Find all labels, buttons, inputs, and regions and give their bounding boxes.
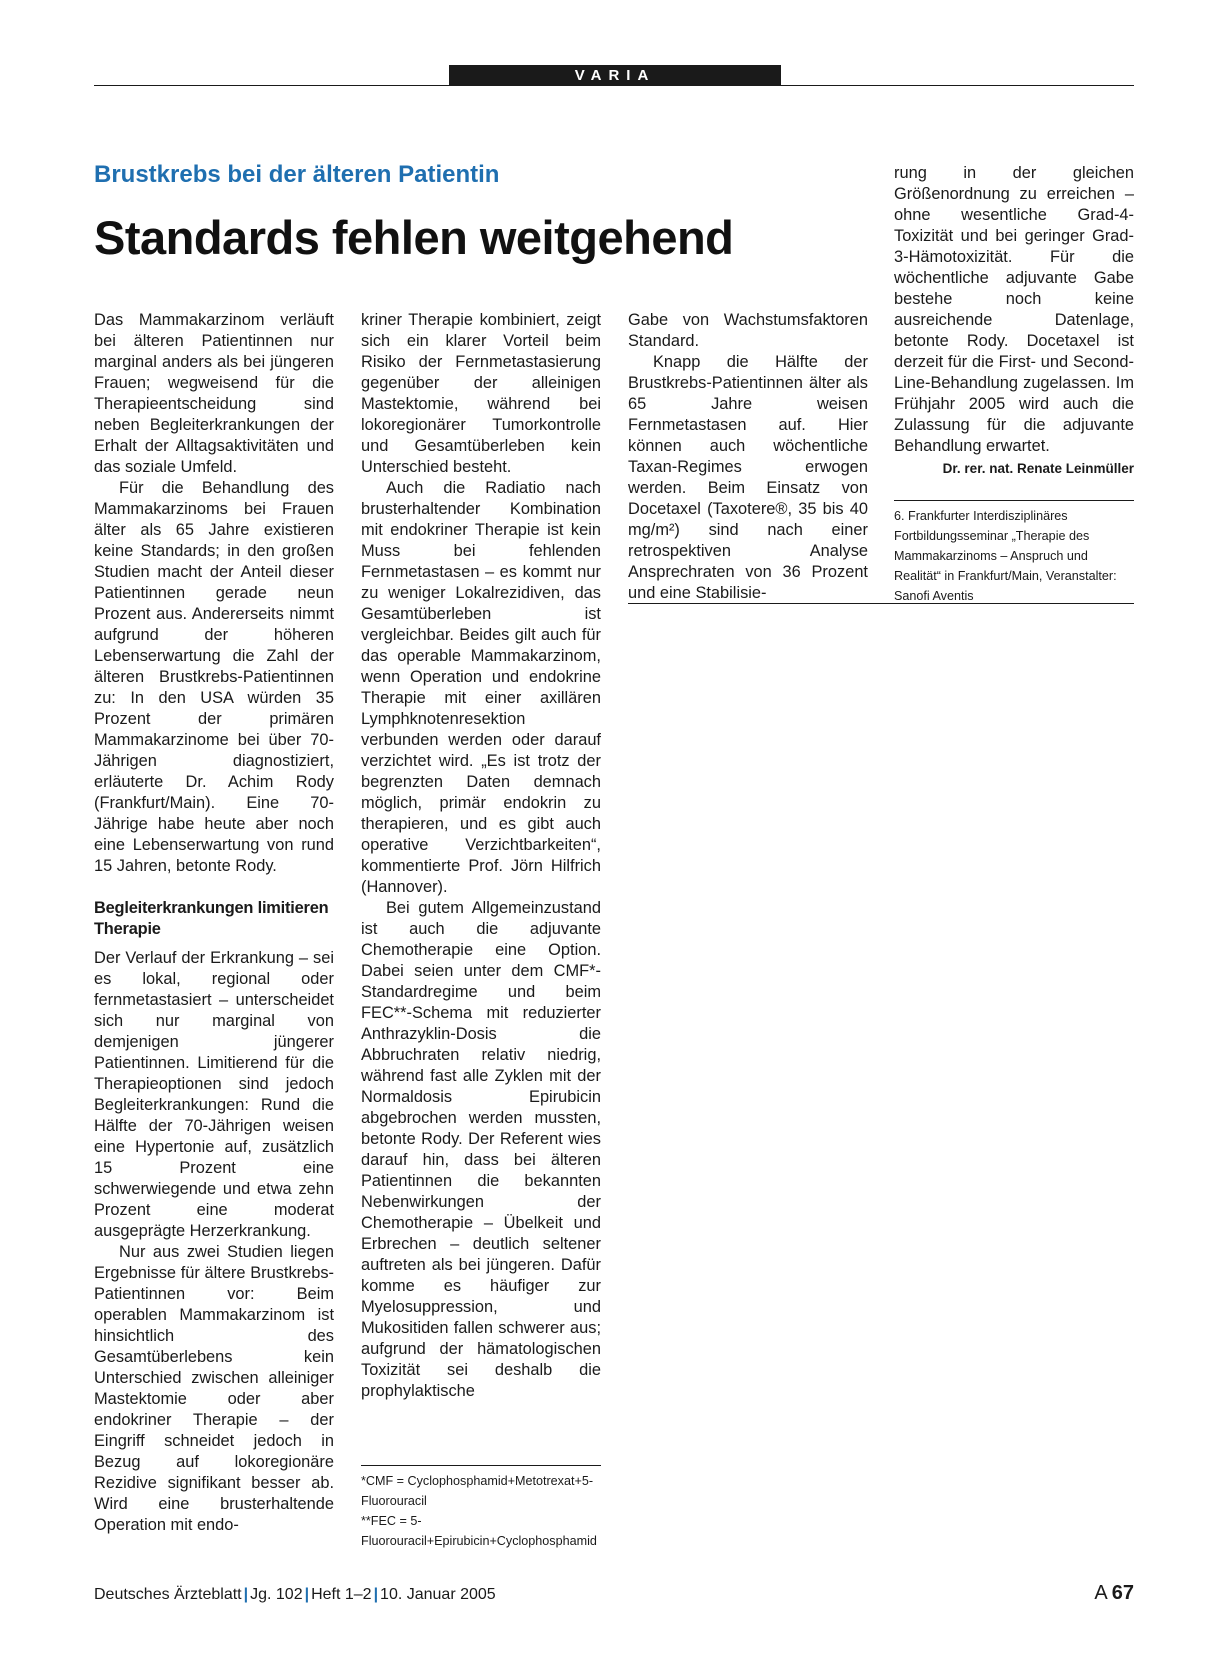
article-kicker: Brustkrebs bei der älteren Patientin	[94, 161, 500, 188]
body-paragraph: Für die Behandlung des Mammakarzinoms bei Frauen älter als 65 Jahre existieren keine Standards; in den großen Studien macht der Anteil dieser Patientinnen gerade neun Prozent aus. Andererseits nimmt aufgrund der höheren Lebenserwartung die Zahl der älteren Brustkrebs-Patientinnen zu: In den USA würden 35 Prozent der primären Mammakarzinome bei über 70-Jährigen diagnostiziert, erläuterte Dr. Achim Rody (Frankfurt/Main). Eine 70-Jährige habe heute aber noch eine Lebenserwartung von rund 15 Jahren, betonte Rody.	[94, 479, 334, 875]
body-paragraph: Bei gutem Allgemeinzustand ist auch die adjuvante Chemotherapie eine Option. Dabei seien unter dem CMF*-Standardregime und beim FEC**-Schema mit reduzierter Anthrazyklin-Dosis die Abbruchraten relativ niedrig, während fast alle Zyklen mit der Normaldosis Epirubicin abgebrochen werden mussten, betonte Rody. Der Referent wies darauf hin, dass bei älteren Patientinnen die bekannten Nebenwirkungen der Chemotherapie – Übelkeit und Erbrechen – deutlich seltener auftreten als bei jüngeren. Dafür komme es häufiger zur Myelosuppression, und Mukositiden fallen schwerer aus; aufgrund der hämatologischen Toxizität sei deshalb die prophylaktische	[361, 899, 601, 1400]
footnotes	[361, 1471, 601, 1551]
header-rule	[94, 85, 1134, 86]
body-paragraph: rung in der gleichen Größenordnung zu erreichen – ohne wesentliche Grad-4-Toxizität und bei geringer Grad-3-Hämotoxizität. Für die wöchentliche adjuvante Gabe bestehe noch keine ausreichende Datenlage, betonte Rody. Docetaxel ist derzeit für die First- und Second-Line-Behandlung zugelassen. Im Frühjahr 2005 wird auch die Zulassung für die adjuvante Behandlung erwartet.	[894, 164, 1134, 455]
body-paragraph: Der Verlauf der Erkrankung – sei es lokal, regional oder fernmetastasiert – unterscheidet sich nur marginal von demjenigen jüngerer Patientinnen. Limitierend für die Therapieoptionen sind jedoch Begleiterkrankungen: Rund die Hälfte der 70-Jährigen weisen eine Hypertonie auf, zusätzlich 15 Prozent eine schwerwiegende und etwa zehn Prozent eine moderat ausgeprägte Herzerkrankung.	[94, 949, 334, 1240]
journal-footer	[94, 1585, 496, 1605]
source-note	[894, 506, 1134, 606]
body-paragraph: kriner Therapie kombiniert, zeigt sich ein klarer Vorteil beim Risiko der Fernmetastasierung gegenüber der alleinigen Mastektomie, während bei lokoregionärer Tumorkontrolle und Gesamtüberleben kein Unterschied besteht.	[361, 311, 601, 476]
subheading: Begleiterkrankungen limitieren Therapie	[94, 899, 329, 938]
body-paragraph: Knapp die Hälfte der Brustkrebs-Patientinnen älter als 65 Jahre weisen Fernmetastasen auf. Hier können auch wöchentliche Taxan-Regimes erwogen werden. Beim Einsatz von Docetaxel (Taxotere®, 35 bis 40 mg/m²) sind nach einer retrospektiven Analyse Ansprechraten von 36 Prozent und eine Stabilisie-	[628, 353, 868, 602]
footnote-rule	[361, 1465, 601, 1466]
text-column-1	[94, 310, 334, 1536]
body-paragraph: Das Mammakarzinom verläuft bei älteren Patientinnen nur marginal anders als bei jüngeren Frauen; wegweisend für die Therapieentscheidung sind neben Begleiterkrankungen der Erhalt der Alltagsaktivitäten und das soziale Umfeld.	[94, 311, 334, 476]
journal-issue: Heft 1–2	[311, 1586, 372, 1603]
source-note-rule	[894, 500, 1134, 501]
page-number-value: 67	[1111, 1582, 1134, 1604]
article-title: Standards fehlen weitgehend	[94, 211, 734, 264]
footer-separator: |	[304, 1586, 310, 1603]
section-label: VARIA	[574, 67, 656, 84]
text-column-2	[361, 310, 601, 1402]
author-byline: Dr. rer. nat. Renate Leinmüller	[942, 461, 1134, 476]
journal-volume: Jg. 102	[250, 1586, 303, 1603]
footnote-cmf: *CMF = Cyclophosphamid+Metotrexat+5-Fluorouracil	[361, 1474, 594, 1508]
footnote-fec: **FEC = 5-Fluorouracil+Epirubicin+Cyclophosphamid	[361, 1514, 597, 1548]
footer-separator: |	[243, 1586, 249, 1603]
page-prefix: A	[1094, 1582, 1108, 1604]
body-paragraph: Auch die Radiatio nach brusterhaltender Kombination mit endokriner Therapie ist kein Muss bei fehlenden Fernmetastasen – es kommt nur zu weniger Lokalrezidiven, das Gesamtüberleben ist vergleichbar. Beides gilt auch für das operable Mammakarzinom, wenn Operation und endokrine Therapie mit einer axillären Lymphknotenresektion verbunden werden oder darauf verzichtet wird. „Es ist trotz der begrenzten Daten demnach möglich, primär endokrin zu therapieren, und es gibt auch operative Verzichtbarkeiten“, kommentierte Prof. Jörn Hilfrich (Hannover).	[361, 479, 601, 896]
text-column-4	[894, 163, 1134, 457]
body-paragraph: Gabe von Wachstumsfaktoren Standard.	[628, 311, 868, 350]
body-paragraph: Nur aus zwei Studien liegen Ergebnisse für ältere Brustkrebs-Patientinnen vor: Beim operablen Mammakarzinom ist hinsichtlich des Gesamtüberlebens kein Unterschied zwischen alleiniger Mastektomie oder aber endokriner Therapie – der Eingriff schneidet jedoch in Bezug auf lokoregionäre Rezidive signifikant besser ab. Wird eine brusterhaltende Operation mit endo-	[94, 1243, 334, 1534]
text-column-3	[628, 310, 868, 604]
column-end-rule	[628, 603, 1134, 604]
journal-name: Deutsches Ärzteblatt	[94, 1586, 242, 1603]
footer-separator: |	[373, 1586, 379, 1603]
page-number	[1080, 1581, 1134, 1605]
journal-date: 10. Januar 2005	[380, 1586, 496, 1603]
source-note-text: 6. Frankfurter Interdisziplinäres Fortbildungsseminar „Therapie des Mammakarzinoms – Anspruch und Realität“ in Frankfurt/Main, Veranstalter: Sanofi Aventis	[894, 509, 1117, 603]
